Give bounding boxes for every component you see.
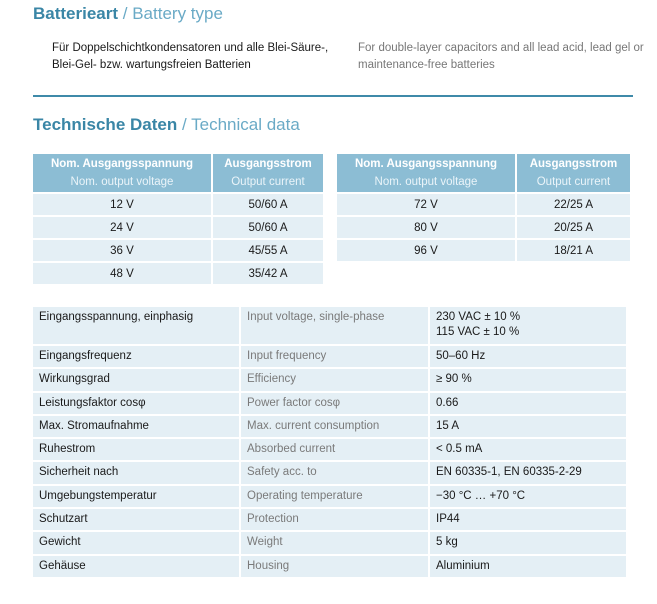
spec-label-de: Gehäuse (33, 556, 239, 577)
spec-value: −30 °C … +70 °C (430, 486, 626, 507)
table-row (337, 194, 630, 215)
voltage-cell: 12 V (33, 194, 211, 215)
table-row (33, 263, 323, 284)
col-header-voltage (337, 154, 515, 192)
col-header-current-de: Ausgangsstrom (529, 158, 618, 170)
spec-row (33, 509, 626, 530)
voltage-cell: 72 V (337, 194, 515, 215)
spec-row (33, 393, 626, 414)
spec-label-de: Umgebungstemperatur (33, 486, 239, 507)
spec-value: < 0.5 mA (430, 439, 626, 460)
col-header-voltage (33, 154, 211, 192)
spec-row (33, 462, 626, 483)
section-divider (33, 95, 633, 97)
table-row (337, 240, 630, 261)
spec-label-en: Max. current consumption (241, 416, 428, 437)
spec-label-de: Ruhestrom (33, 439, 239, 460)
spec-table (31, 305, 628, 579)
col-header-voltage-en: Nom. output voltage (374, 176, 478, 188)
voltage-table-left (31, 152, 325, 286)
col-header-voltage-de: Nom. Ausgangsspannung (50, 158, 194, 170)
col-header-voltage-de: Nom. Ausgangsspannung (354, 158, 498, 170)
spec-label-en: Absorbed current (241, 439, 428, 460)
spec-value: EN 60335-1, EN 60335-2-29 (430, 462, 626, 483)
spec-value-line: 115 VAC ± 10 % (436, 326, 520, 338)
title-separator: / (177, 115, 192, 134)
spec-label-en: Weight (241, 532, 428, 553)
spec-row (33, 307, 626, 344)
current-cell: 20/25 A (517, 217, 630, 238)
col-header-current-de: Ausgangsstrom (224, 158, 312, 170)
spec-row (33, 439, 626, 460)
spec-label-en: Power factor cosφ (241, 393, 428, 414)
battery-type-text-de: Für Doppelschichtkondensatoren und alle Blei-Säure-, Blei-Gel- bzw. wartungsfreien Batterien (52, 42, 329, 71)
spec-row (33, 532, 626, 553)
table-row (33, 240, 323, 261)
current-cell: 50/60 A (213, 194, 323, 215)
current-cell: 22/25 A (517, 194, 630, 215)
technical-data-title-de: Technische Daten (33, 115, 178, 134)
spec-label-de: Eingangsspannung, einphasig (33, 307, 239, 344)
col-header-current (213, 154, 323, 192)
technical-data-heading (33, 115, 300, 135)
spec-label-de: Schutzart (33, 509, 239, 530)
spec-label-en: Efficiency (241, 369, 428, 390)
spec-label-de: Gewicht (33, 532, 239, 553)
technical-data-title-en: Technical data (191, 115, 300, 134)
spec-value: 0.66 (430, 393, 626, 414)
col-header-current-en: Output current (536, 176, 611, 188)
table-row (337, 217, 630, 238)
col-header-current (517, 154, 630, 192)
battery-type-text-en: For double-layer capacitors and all lead acid, lead gel or maintenance-free batteries (358, 42, 644, 71)
spec-label-en: Protection (241, 509, 428, 530)
spec-value: IP44 (430, 509, 626, 530)
table-row (33, 217, 323, 238)
spec-label-de: Max. Stromaufnahme (33, 416, 239, 437)
voltage-cell: 96 V (337, 240, 515, 261)
title-separator: / (118, 4, 133, 23)
current-cell: 45/55 A (213, 240, 323, 261)
spec-row (33, 416, 626, 437)
spec-label-de: Sicherheit nach (33, 462, 239, 483)
col-header-current-en: Output current (231, 176, 305, 188)
spec-label-en: Safety acc. to (241, 462, 428, 483)
spec-value-line: 230 VAC ± 10 % (436, 311, 521, 323)
spec-value: ≥ 90 % (430, 369, 626, 390)
current-cell: 50/60 A (213, 217, 323, 238)
spec-label-en: Input frequency (241, 346, 428, 367)
voltage-cell: 80 V (337, 217, 515, 238)
spec-value: 50–60 Hz (430, 346, 626, 367)
battery-type-heading (33, 4, 223, 24)
spec-value: Aluminium (430, 556, 626, 577)
battery-type-title-en: Battery type (132, 4, 223, 23)
voltage-table-right (335, 152, 632, 263)
voltage-cell: 24 V (33, 217, 211, 238)
voltage-cell: 36 V (33, 240, 211, 261)
voltage-cell: 48 V (33, 263, 211, 284)
spec-value: 5 kg (430, 532, 626, 553)
spec-row (33, 486, 626, 507)
spec-row (33, 346, 626, 367)
current-cell: 35/42 A (213, 263, 323, 284)
col-header-voltage-en: Nom. output voltage (70, 176, 174, 188)
spec-label-de: Eingangsfrequenz (33, 346, 239, 367)
spec-label-en: Input voltage, single-phase (241, 307, 428, 344)
battery-type-title-de: Batterieart (33, 4, 119, 23)
spec-value (430, 307, 626, 344)
spec-label-de: Leistungsfaktor cosφ (33, 393, 239, 414)
spec-value: 15 A (430, 416, 626, 437)
spec-label-en: Housing (241, 556, 428, 577)
spec-label-en: Operating temperature (241, 486, 428, 507)
spec-row (33, 369, 626, 390)
table-row (33, 194, 323, 215)
spec-label-de: Wirkungsgrad (33, 369, 239, 390)
current-cell: 18/21 A (517, 240, 630, 261)
spec-row (33, 556, 626, 577)
